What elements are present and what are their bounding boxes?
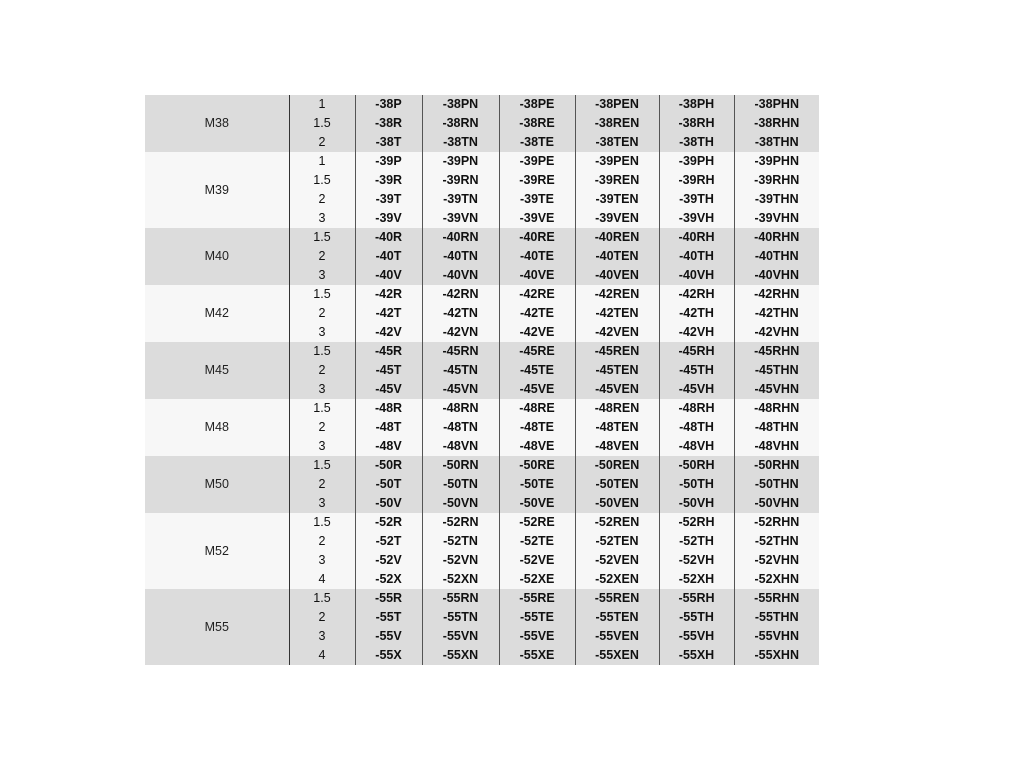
code-cell: -48THN — [734, 418, 819, 437]
code-cell: -45VN — [422, 380, 499, 399]
code-cell: -42RN — [422, 285, 499, 304]
code-cell: -38THN — [734, 133, 819, 152]
pitch-cell: 3 — [289, 437, 355, 456]
code-cell: -45VEN — [575, 380, 659, 399]
code-cell: -40TE — [499, 247, 575, 266]
code-cell: -38TE — [499, 133, 575, 152]
code-cell: -52RHN — [734, 513, 819, 532]
pitch-cell: 3 — [289, 323, 355, 342]
code-cell: -48RH — [659, 399, 734, 418]
code-cell: -50REN — [575, 456, 659, 475]
code-cell: -45TH — [659, 361, 734, 380]
code-cell: -55TH — [659, 608, 734, 627]
code-cell: -48REN — [575, 399, 659, 418]
code-cell: -55XN — [422, 646, 499, 665]
code-cell: -42TH — [659, 304, 734, 323]
code-cell: -48T — [355, 418, 422, 437]
table-row — [145, 589, 819, 608]
code-cell: -39VHN — [734, 209, 819, 228]
pitch-cell: 3 — [289, 494, 355, 513]
code-cell: -55TEN — [575, 608, 659, 627]
code-cell: -48RHN — [734, 399, 819, 418]
code-cell: -39T — [355, 190, 422, 209]
code-cell: -39VN — [422, 209, 499, 228]
code-cell: -45THN — [734, 361, 819, 380]
code-cell: -55VE — [499, 627, 575, 646]
code-cell: -39PN — [422, 152, 499, 171]
code-cell: -38T — [355, 133, 422, 152]
code-cell: -55XHN — [734, 646, 819, 665]
code-cell: -45RN — [422, 342, 499, 361]
code-cell: -52VH — [659, 551, 734, 570]
code-cell: -55VH — [659, 627, 734, 646]
code-cell: -39R — [355, 171, 422, 190]
code-cell: -55T — [355, 608, 422, 627]
code-cell: -45TE — [499, 361, 575, 380]
code-cell: -55VHN — [734, 627, 819, 646]
code-cell: -40RN — [422, 228, 499, 247]
code-cell: -55VEN — [575, 627, 659, 646]
code-cell: -52RE — [499, 513, 575, 532]
table-row — [145, 456, 819, 475]
code-cell: -52THN — [734, 532, 819, 551]
code-cell: -39TN — [422, 190, 499, 209]
code-cell: -50VH — [659, 494, 734, 513]
pitch-cell: 1.5 — [289, 171, 355, 190]
code-cell: -55V — [355, 627, 422, 646]
code-cell: -45RH — [659, 342, 734, 361]
pitch-cell: 1.5 — [289, 399, 355, 418]
pitch-cell: 2 — [289, 418, 355, 437]
code-cell: -40T — [355, 247, 422, 266]
code-cell: -48V — [355, 437, 422, 456]
code-cell: -50RHN — [734, 456, 819, 475]
code-cell: -42V — [355, 323, 422, 342]
code-cell: -50TEN — [575, 475, 659, 494]
code-cell: -42VEN — [575, 323, 659, 342]
code-cell: -45VE — [499, 380, 575, 399]
pitch-cell: 2 — [289, 190, 355, 209]
table-row — [145, 399, 819, 418]
pitch-cell: 1.5 — [289, 285, 355, 304]
code-cell: -55VN — [422, 627, 499, 646]
code-cell: -52RN — [422, 513, 499, 532]
code-cell: -52TN — [422, 532, 499, 551]
code-cell: -50VHN — [734, 494, 819, 513]
code-cell: -55XE — [499, 646, 575, 665]
code-cell: -45TEN — [575, 361, 659, 380]
code-cell: -48VEN — [575, 437, 659, 456]
code-cell: -42REN — [575, 285, 659, 304]
code-cell: -38R — [355, 114, 422, 133]
code-cell: -39PE — [499, 152, 575, 171]
code-cell: -39RHN — [734, 171, 819, 190]
code-cell: -48VN — [422, 437, 499, 456]
code-cell: -50RH — [659, 456, 734, 475]
code-cell: -39P — [355, 152, 422, 171]
table-row — [145, 95, 819, 114]
thread-size-cell: M39 — [145, 152, 289, 228]
code-cell: -42RHN — [734, 285, 819, 304]
table-row — [145, 342, 819, 361]
code-cell: -39PHN — [734, 152, 819, 171]
code-cell: -48RE — [499, 399, 575, 418]
code-cell: -39VH — [659, 209, 734, 228]
code-cell: -45VH — [659, 380, 734, 399]
pitch-cell: 1.5 — [289, 342, 355, 361]
pitch-cell: 2 — [289, 361, 355, 380]
code-cell: -38TH — [659, 133, 734, 152]
code-cell: -48TEN — [575, 418, 659, 437]
code-cell: -38TEN — [575, 133, 659, 152]
thread-size-cell: M48 — [145, 399, 289, 456]
code-cell: -52V — [355, 551, 422, 570]
pitch-cell: 1.5 — [289, 114, 355, 133]
code-cell: -40TN — [422, 247, 499, 266]
thread-size-cell: M55 — [145, 589, 289, 665]
thread-size-cell: M40 — [145, 228, 289, 285]
code-cell: -48TN — [422, 418, 499, 437]
code-cell: -45T — [355, 361, 422, 380]
pitch-cell: 3 — [289, 209, 355, 228]
code-cell: -38PHN — [734, 95, 819, 114]
thread-size-cell: M42 — [145, 285, 289, 342]
code-cell: -55RE — [499, 589, 575, 608]
code-cell: -50RE — [499, 456, 575, 475]
code-cell: -48VH — [659, 437, 734, 456]
pitch-cell: 1.5 — [289, 228, 355, 247]
code-cell: -42THN — [734, 304, 819, 323]
pitch-cell: 2 — [289, 304, 355, 323]
code-cell: -39TH — [659, 190, 734, 209]
code-cell: -39VEN — [575, 209, 659, 228]
code-cell: -52T — [355, 532, 422, 551]
pitch-cell: 1.5 — [289, 513, 355, 532]
code-cell: -42VN — [422, 323, 499, 342]
code-cell: -39TEN — [575, 190, 659, 209]
code-cell: -38PE — [499, 95, 575, 114]
code-cell: -52XEN — [575, 570, 659, 589]
pitch-cell: 2 — [289, 133, 355, 152]
table-row — [145, 152, 819, 171]
code-cell: -50T — [355, 475, 422, 494]
code-cell: -39V — [355, 209, 422, 228]
code-cell: -50R — [355, 456, 422, 475]
code-cell: -52XHN — [734, 570, 819, 589]
code-cell: -39TE — [499, 190, 575, 209]
code-cell: -40THN — [734, 247, 819, 266]
code-cell: -55RN — [422, 589, 499, 608]
code-cell: -42T — [355, 304, 422, 323]
code-cell: -42RE — [499, 285, 575, 304]
code-cell: -52X — [355, 570, 422, 589]
code-cell: -50VEN — [575, 494, 659, 513]
code-cell: -55THN — [734, 608, 819, 627]
pitch-cell: 3 — [289, 627, 355, 646]
code-cell: -52TH — [659, 532, 734, 551]
code-cell: -42VE — [499, 323, 575, 342]
code-cell: -52VHN — [734, 551, 819, 570]
code-cell: -48TE — [499, 418, 575, 437]
code-cell: -55TN — [422, 608, 499, 627]
code-cell: -45REN — [575, 342, 659, 361]
code-cell: -39PEN — [575, 152, 659, 171]
code-cell: -52XN — [422, 570, 499, 589]
code-cell: -38PEN — [575, 95, 659, 114]
thread-size-cell: M38 — [145, 95, 289, 152]
code-cell: -38REN — [575, 114, 659, 133]
pitch-cell: 1 — [289, 95, 355, 114]
code-cell: -40TH — [659, 247, 734, 266]
code-cell: -45TN — [422, 361, 499, 380]
code-cell: -39THN — [734, 190, 819, 209]
code-cell: -50THN — [734, 475, 819, 494]
code-cell: -50V — [355, 494, 422, 513]
code-cell: -40VE — [499, 266, 575, 285]
thread-size-cell: M45 — [145, 342, 289, 399]
code-cell: -52TE — [499, 532, 575, 551]
code-cell: -39RH — [659, 171, 734, 190]
table-row — [145, 513, 819, 532]
code-cell: -55TE — [499, 608, 575, 627]
code-cell: -50TE — [499, 475, 575, 494]
code-cell: -48RN — [422, 399, 499, 418]
pitch-cell: 1 — [289, 152, 355, 171]
code-cell: -50VN — [422, 494, 499, 513]
code-cell: -52VEN — [575, 551, 659, 570]
code-cell: -50VE — [499, 494, 575, 513]
code-cell: -52TEN — [575, 532, 659, 551]
code-cell: -50RN — [422, 456, 499, 475]
code-cell: -38RN — [422, 114, 499, 133]
code-cell: -38TN — [422, 133, 499, 152]
pitch-cell: 2 — [289, 475, 355, 494]
code-cell: -52REN — [575, 513, 659, 532]
code-cell: -40VHN — [734, 266, 819, 285]
code-cell: -39VE — [499, 209, 575, 228]
code-cell: -38PN — [422, 95, 499, 114]
pitch-cell: 2 — [289, 532, 355, 551]
code-cell: -45RHN — [734, 342, 819, 361]
code-cell: -42VHN — [734, 323, 819, 342]
code-cell: -38P — [355, 95, 422, 114]
code-cell: -52RH — [659, 513, 734, 532]
code-cell: -38PH — [659, 95, 734, 114]
pitch-cell: 2 — [289, 608, 355, 627]
code-cell: -42TEN — [575, 304, 659, 323]
code-cell: -40VN — [422, 266, 499, 285]
code-cell: -40REN — [575, 228, 659, 247]
code-cell: -50TH — [659, 475, 734, 494]
code-cell: -55REN — [575, 589, 659, 608]
code-cell: -45VHN — [734, 380, 819, 399]
code-cell: -52XH — [659, 570, 734, 589]
code-cell: -38RH — [659, 114, 734, 133]
code-cell: -40VH — [659, 266, 734, 285]
code-cell: -42TE — [499, 304, 575, 323]
code-cell: -39PH — [659, 152, 734, 171]
code-cell: -52VE — [499, 551, 575, 570]
code-cell: -42VH — [659, 323, 734, 342]
pitch-cell: 3 — [289, 551, 355, 570]
pitch-cell: 2 — [289, 247, 355, 266]
code-cell: -55XEN — [575, 646, 659, 665]
code-cell: -55RHN — [734, 589, 819, 608]
pitch-cell: 1.5 — [289, 456, 355, 475]
thread-size-cell: M50 — [145, 456, 289, 513]
thread-size-table — [145, 95, 819, 665]
code-cell: -42R — [355, 285, 422, 304]
code-cell: -40TEN — [575, 247, 659, 266]
code-cell: -45V — [355, 380, 422, 399]
code-cell: -55X — [355, 646, 422, 665]
thread-size-cell: M52 — [145, 513, 289, 589]
code-cell: -48R — [355, 399, 422, 418]
code-cell: -55R — [355, 589, 422, 608]
code-cell: -52XE — [499, 570, 575, 589]
code-cell: -40R — [355, 228, 422, 247]
code-cell: -48TH — [659, 418, 734, 437]
code-cell: -52VN — [422, 551, 499, 570]
table-row — [145, 285, 819, 304]
code-cell: -55RH — [659, 589, 734, 608]
code-cell: -39REN — [575, 171, 659, 190]
code-cell: -38RE — [499, 114, 575, 133]
pitch-cell: 3 — [289, 266, 355, 285]
pitch-cell: 1.5 — [289, 589, 355, 608]
code-cell: -40RE — [499, 228, 575, 247]
code-cell: -39RN — [422, 171, 499, 190]
table-body — [145, 95, 819, 665]
pitch-cell: 4 — [289, 646, 355, 665]
code-cell: -45RE — [499, 342, 575, 361]
code-cell: -40RH — [659, 228, 734, 247]
code-cell: -42RH — [659, 285, 734, 304]
code-cell: -45R — [355, 342, 422, 361]
code-cell: -39RE — [499, 171, 575, 190]
pitch-cell: 4 — [289, 570, 355, 589]
code-cell: -52R — [355, 513, 422, 532]
code-cell: -40V — [355, 266, 422, 285]
code-cell: -40VEN — [575, 266, 659, 285]
code-cell: -42TN — [422, 304, 499, 323]
code-cell: -48VE — [499, 437, 575, 456]
table-row — [145, 228, 819, 247]
code-cell: -38RHN — [734, 114, 819, 133]
code-cell: -55XH — [659, 646, 734, 665]
code-cell: -50TN — [422, 475, 499, 494]
code-cell: -40RHN — [734, 228, 819, 247]
pitch-cell: 3 — [289, 380, 355, 399]
code-cell: -48VHN — [734, 437, 819, 456]
